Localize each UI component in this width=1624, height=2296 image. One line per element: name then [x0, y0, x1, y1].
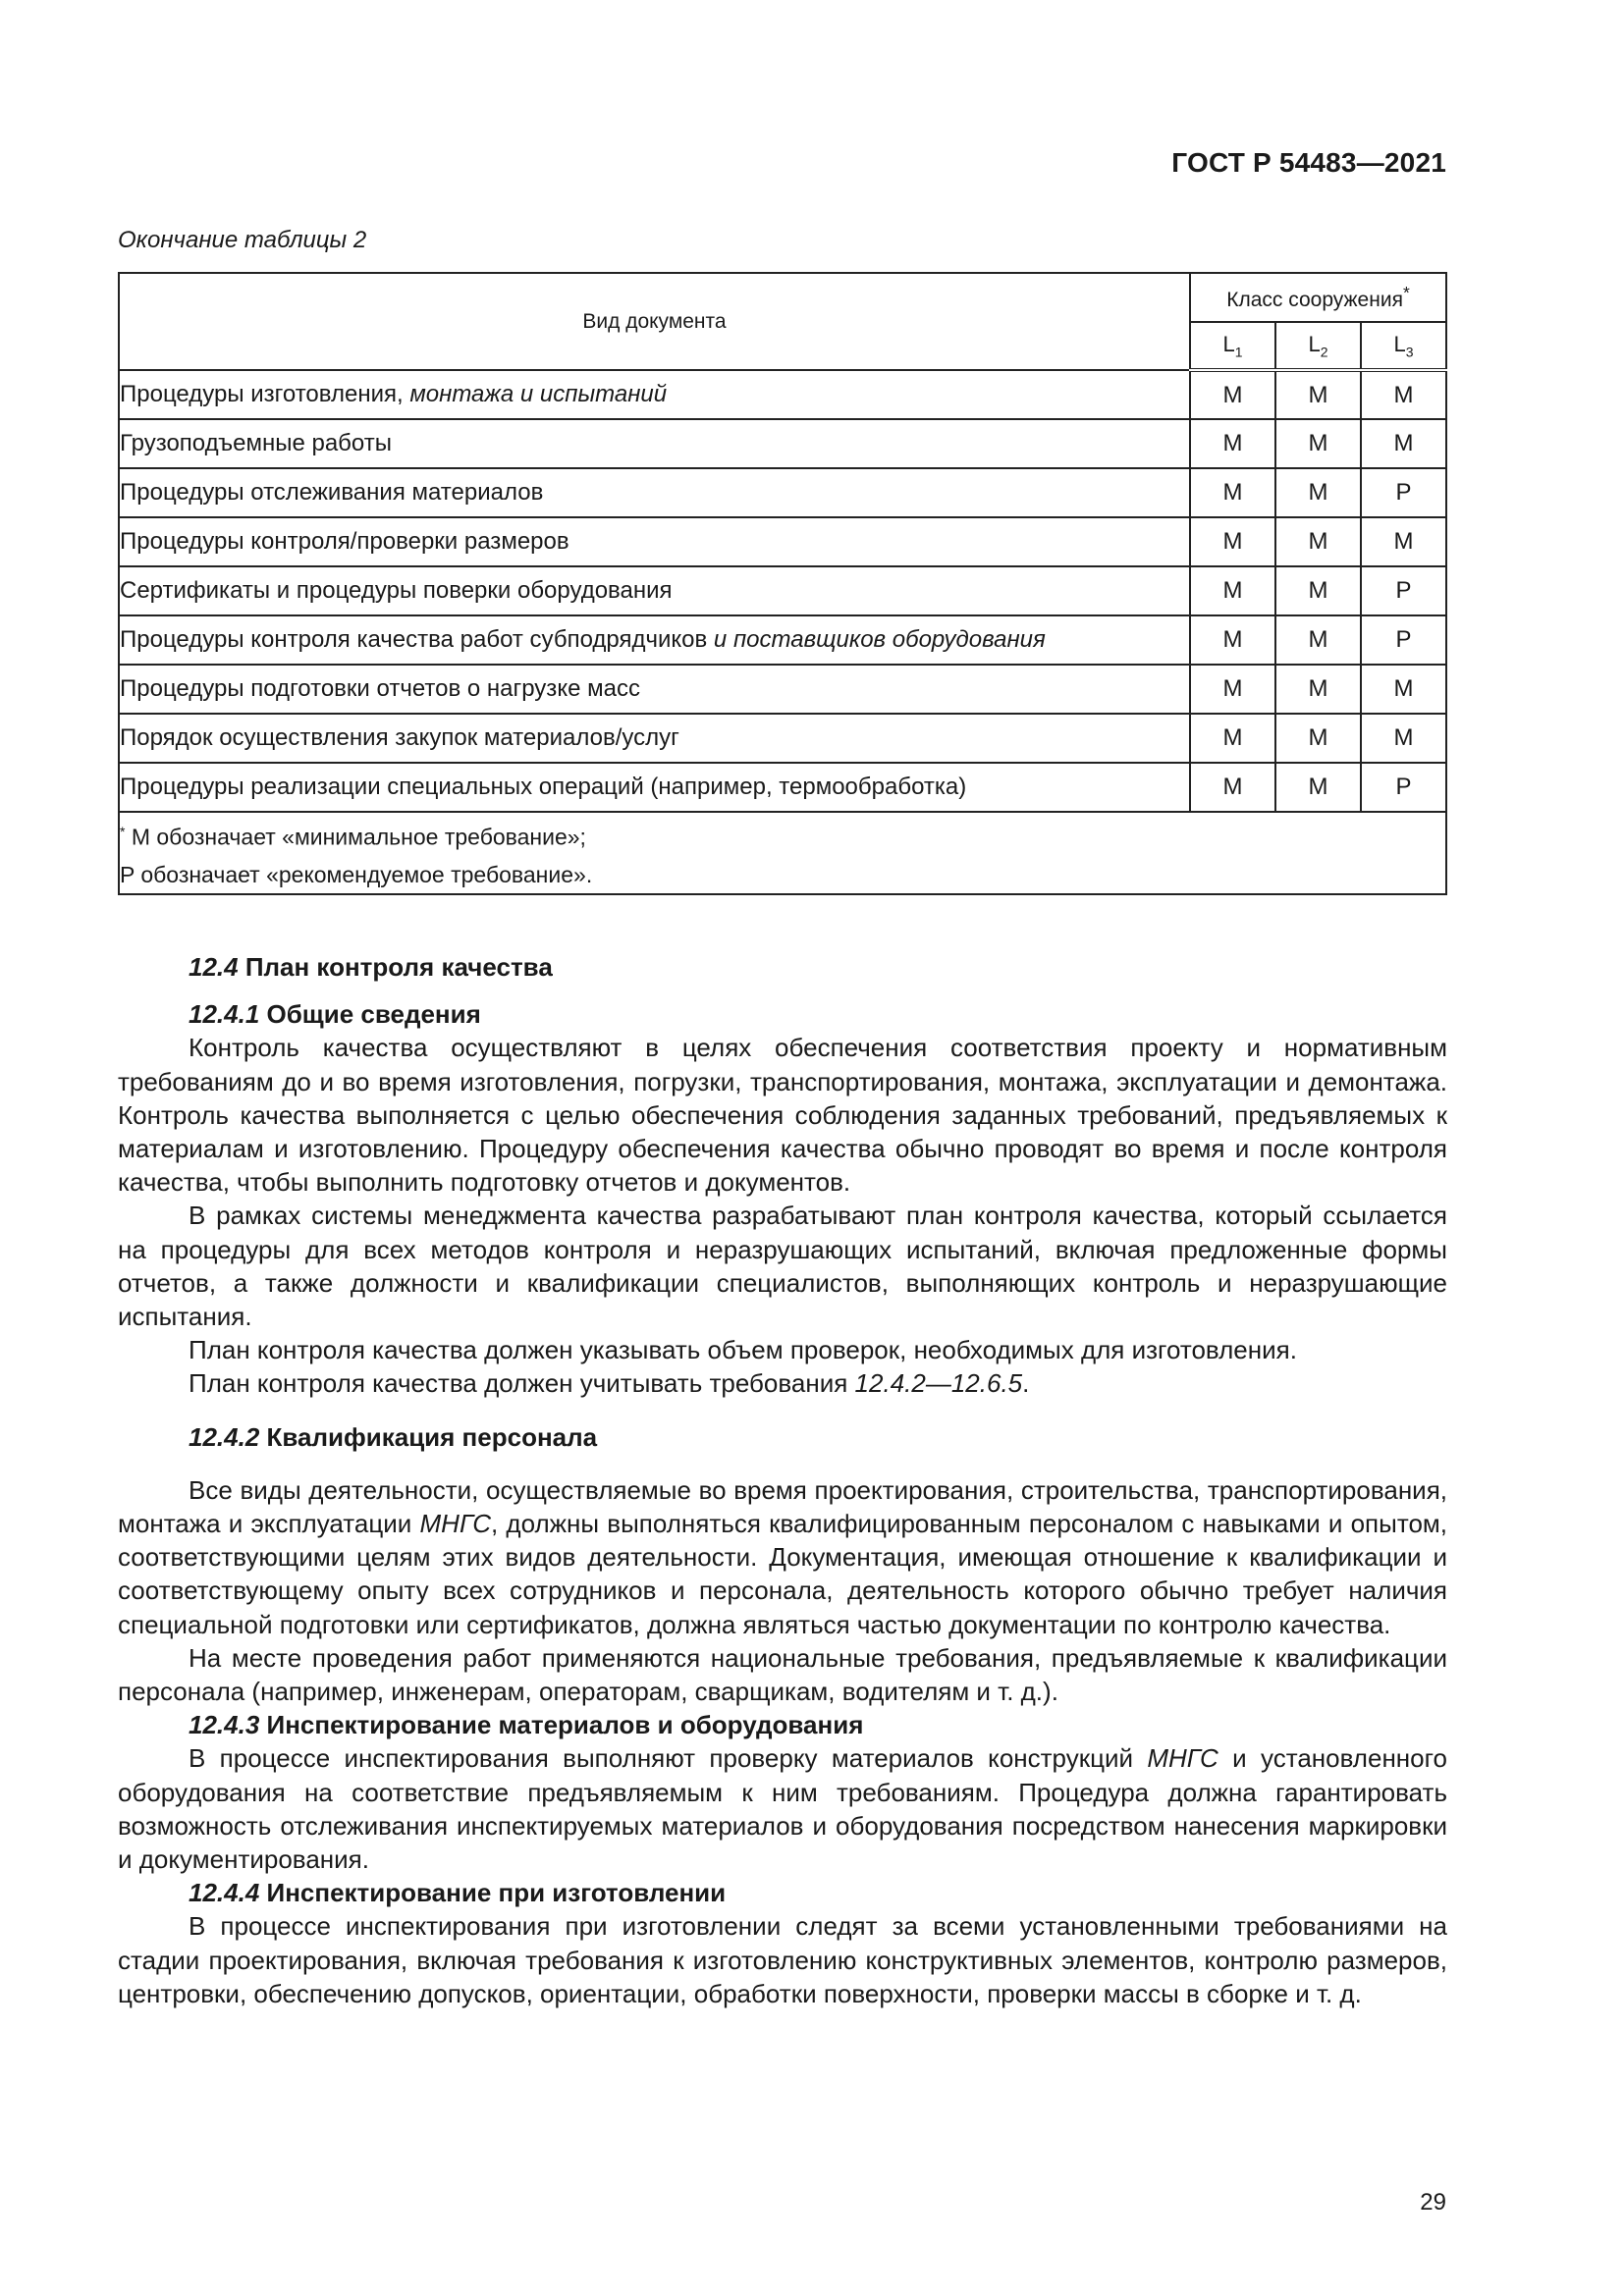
row-value-l2: M — [1275, 665, 1361, 714]
row-value-l2: M — [1275, 468, 1361, 517]
row-document-type: Порядок осуществления закупок материалов/услуг — [119, 714, 1190, 763]
paragraph: План контроля качества должен учитывать требования 12.4.2—12.6.5. — [189, 1368, 1030, 1399]
section-heading-12-4-2: 12.4.2 Квалификация персонала — [189, 1421, 598, 1452]
paragraph: Все виды деятельности, осуществляемые во время проектирования, строительства, транспортирования, монтажа и эксплуатации МНГС, должны выполняться квалифицированным персоналом с навыками и опытом, соответствующими целям этих видов деятельности. Документация, имеющая отношение к квалификации и соответствующему опыту всех сотрудников и персонала, деятельность которого обычно требует наличия специальной подготовки или сертификатов, должна являться частью документации по контролю качества. — [118, 1474, 1447, 1639]
paragraph: План контроля качества должен указывать объем проверок, необходимых для изготовления. — [189, 1335, 1297, 1365]
table-row — [119, 665, 1446, 714]
section-heading-12-4: 12.4 План контроля качества — [189, 952, 553, 982]
main-text — [118, 950, 1447, 2010]
row-document-type: Процедуры контроля качества работ субподрядчиков и поставщиков оборудования — [119, 615, 1190, 665]
row-value-l3: M — [1361, 714, 1446, 763]
row-value-l2: M — [1275, 615, 1361, 665]
column-header-structure-class: Класс сооружения* — [1190, 273, 1446, 322]
row-value-l1: M — [1190, 419, 1275, 468]
row-document-type: Сертификаты и процедуры поверки оборудования — [119, 566, 1190, 615]
paragraph: Контроль качества осуществляют в целях обеспечения соответствия проекту и нормативным требованиям до и во время изготовления, погрузки, транспортирования, монтажа, эксплуатации и демонтажа. Контроль качества выполняется с целью обеспечения соблюдения заданных требований, предъявляемых к материалам и изготовлению. Процедуру обеспечения качества обычно проводят во время и после контроля качества, чтобы выполнить подготовку отчетов и документов. — [118, 1033, 1447, 1198]
row-document-type: Процедуры контроля/проверки размеров — [119, 517, 1190, 566]
table-caption: Окончание таблицы 2 — [118, 227, 367, 253]
row-value-l3: M — [1361, 517, 1446, 566]
row-value-l2: M — [1275, 714, 1361, 763]
paragraph: В процессе инспектирования при изготовлении следят за всеми установленными требованиями на стадии проектирования, включая требования к изготовлению конструктивных элементов, контролю размеров, центровки, обеспечению допусков, ориентации, обработки поверхности, проверки массы в сборке и т. д. — [118, 1911, 1447, 2008]
column-header-l1: $L_1$ — [1190, 322, 1275, 370]
row-value-l1: M — [1190, 370, 1275, 419]
cross-reference: 12.4.2—12.6.5 — [854, 1368, 1023, 1399]
column-header-l3: $L_3$ — [1361, 322, 1446, 370]
column-header-document-type: Вид документа — [119, 273, 1190, 370]
row-document-type: Грузоподъемные работы — [119, 419, 1190, 468]
table-row — [119, 566, 1446, 615]
table-row — [119, 370, 1446, 419]
row-document-type: Процедуры изготовления, монтажа и испытаний — [119, 370, 1190, 419]
row-value-l3: P — [1361, 763, 1446, 812]
column-header-l2: $L_2$ — [1275, 322, 1361, 370]
row-value-l2: M — [1275, 419, 1361, 468]
row-value-l3: M — [1361, 370, 1446, 419]
section-heading-12-4-1: 12.4.1 Общие сведения — [189, 999, 481, 1030]
page-number: 29 — [1420, 2189, 1446, 2216]
standard-code: ГОСТ Р 54483—2021 — [1171, 147, 1446, 178]
paragraph: В процессе инспектирования выполняют проверку материалов конструкций МНГС и установленного оборудования на соответствие предъявляемым к ним требованиям. Процедура должна гарантировать возможность отслеживания инспектируемых материалов и оборудования посредством нанесения маркировки и документирования. — [118, 1743, 1447, 1875]
row-document-type: Процедуры подготовки отчетов о нагрузке масс — [119, 665, 1190, 714]
section-heading-12-4-4: 12.4.4 Инспектирование при изготовлении — [189, 1878, 727, 1908]
row-value-l3: P — [1361, 468, 1446, 517]
table-row — [119, 615, 1446, 665]
paragraph: В рамках системы менеджмента качества разрабатывают план контроля качества, который ссылается на процедуры для всех методов контроля и неразрушающих испытаний, включая предложенные формы отчетов, а также должности и квалификации специалистов, выполняющих контроль и неразрушающие испытания. — [118, 1201, 1447, 1332]
row-value-l3: M — [1361, 665, 1446, 714]
table-row — [119, 763, 1446, 812]
row-value-l3: P — [1361, 566, 1446, 615]
table-header-row — [119, 273, 1446, 322]
row-value-l1: M — [1190, 517, 1275, 566]
paragraph: На месте проведения работ применяются национальные требования, предъявляемые к квалификации персонала (например, инженерам, операторам, сварщикам, водителям и т. д.). — [118, 1642, 1447, 1707]
row-value-l1: M — [1190, 468, 1275, 517]
row-value-l2: M — [1275, 370, 1361, 419]
table-row — [119, 517, 1446, 566]
row-value-l1: M — [1190, 714, 1275, 763]
row-document-type: Процедуры реализации специальных операций (например, термообработка) — [119, 763, 1190, 812]
table-notes: * M обозначает «минимальное требование»; P обозначает «рекомендуемое требование». — [119, 812, 1446, 894]
row-value-l1: M — [1190, 665, 1275, 714]
table-notes-row — [119, 812, 1446, 894]
row-value-l2: M — [1275, 566, 1361, 615]
requirements-table — [118, 272, 1447, 895]
row-value-l1: M — [1190, 615, 1275, 665]
section-heading-12-4-3: 12.4.3 Инспектирование материалов и оборудования — [189, 1710, 864, 1740]
table-row — [119, 419, 1446, 468]
row-value-l2: M — [1275, 517, 1361, 566]
table-row — [119, 468, 1446, 517]
row-value-l2: M — [1275, 763, 1361, 812]
row-document-type: Процедуры отслеживания материалов — [119, 468, 1190, 517]
row-value-l3: P — [1361, 615, 1446, 665]
table-row — [119, 714, 1446, 763]
row-value-l1: M — [1190, 566, 1275, 615]
row-value-l3: M — [1361, 419, 1446, 468]
row-value-l1: M — [1190, 763, 1275, 812]
